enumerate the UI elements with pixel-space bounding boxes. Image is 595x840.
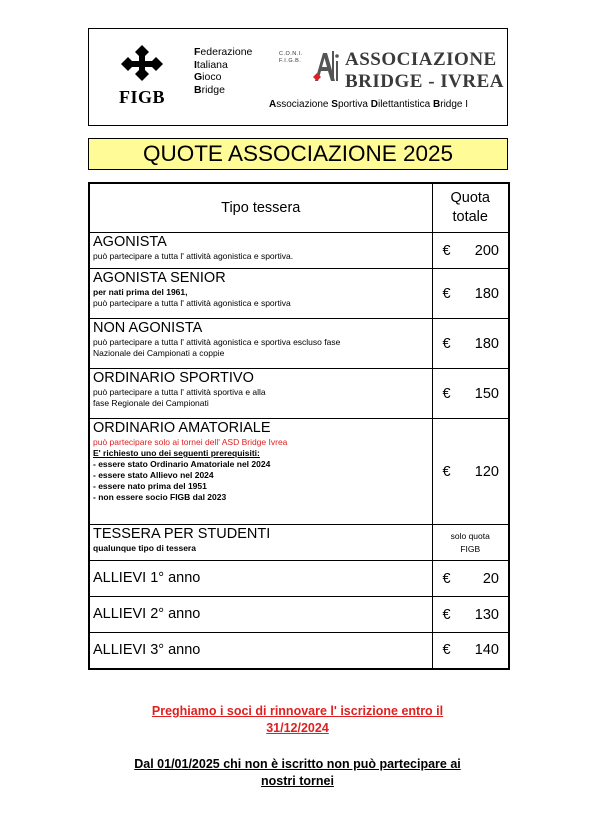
renewal-notice: Preghiamo i soci di rinnovare l' iscrizione entro il 31/12/2024 — [151, 704, 444, 735]
membership-description: Nazionale dei Campionati a coppie — [93, 348, 225, 358]
price-cell — [432, 369, 509, 419]
price-cell — [432, 561, 509, 597]
membership-description: qualunque tipo di tessera — [93, 543, 196, 553]
membership-type-cell — [89, 597, 432, 633]
prerequisite-item: - essere nato prima del 1951 — [93, 481, 207, 491]
membership-type-cell — [89, 269, 432, 319]
membership-description: può partecipare a tutta l' attività agonistica e sportiva — [93, 298, 291, 308]
currency-symbol: € — [442, 285, 451, 302]
letterhead — [88, 28, 508, 126]
currency-symbol: € — [442, 242, 451, 259]
currency-symbol: € — [442, 335, 451, 352]
figb-logo — [105, 43, 179, 113]
federation-name — [194, 46, 252, 96]
prerequisite-item: - essere stato Ordinario Amatoriale nel 2024 — [93, 459, 271, 469]
currency-symbol: € — [442, 642, 451, 659]
membership-name: AGONISTA — [93, 234, 167, 250]
membership-description: può partecipare a tutta l' attività agonistica e sportiva escluso fase — [93, 337, 341, 347]
membership-type-cell — [89, 369, 432, 419]
figb-suits-icon — [119, 43, 165, 89]
currency-symbol: € — [442, 606, 451, 623]
table-row — [89, 319, 509, 369]
price-amount: 130 — [474, 606, 499, 623]
abi-logo-icon — [309, 47, 345, 87]
membership-fees-table — [88, 182, 510, 670]
membership-name: ALLIEVI 2° anno — [93, 606, 201, 622]
membership-name: NON AGONISTA — [93, 320, 203, 336]
table-header-row — [89, 183, 509, 233]
currency-symbol: € — [442, 463, 451, 480]
table-row — [89, 525, 509, 561]
membership-description: può partecipare a tutta l' attività sportiva e alla — [93, 387, 266, 397]
membership-type-cell — [89, 319, 432, 369]
page-title: QUOTE ASSOCIAZIONE 2025 — [88, 138, 508, 170]
price-cell — [432, 233, 509, 269]
membership-type-cell — [89, 561, 432, 597]
table-row — [89, 597, 509, 633]
prerequisite-item: - essere stato Allievo nel 2024 — [93, 470, 214, 480]
price-note-cell: solo quota FIGB — [432, 525, 509, 561]
tournament-warning: Dal 01/01/2025 chi non è iscritto non può partecipare ai nostri tornei — [134, 757, 461, 788]
price-cell — [432, 269, 509, 319]
federation-line: Gioco — [194, 71, 222, 83]
table-row — [89, 269, 509, 319]
membership-name: ORDINARIO SPORTIVO — [93, 370, 254, 386]
federation-line: Federazione — [194, 46, 253, 58]
table-row — [89, 369, 509, 419]
price-amount: 20 — [482, 570, 499, 587]
membership-name: ORDINARIO AMATORIALE — [93, 420, 271, 436]
currency-symbol: € — [442, 570, 451, 587]
membership-name: ALLIEVI 1° anno — [93, 570, 201, 586]
membership-type-cell — [89, 233, 432, 269]
membership-description: può partecipare a tutta l' attività agonistica e sportiva. — [93, 251, 294, 261]
currency-symbol: € — [442, 385, 451, 402]
membership-name: ALLIEVI 3° anno — [93, 641, 201, 658]
column-header-quota: Quota totale — [432, 183, 509, 233]
figb-wordmark: FIGB — [118, 87, 165, 107]
price-amount: 180 — [474, 285, 499, 302]
price-amount: 200 — [474, 242, 499, 259]
membership-type-cell — [89, 419, 432, 525]
membership-description: per nati prima del 1961, — [93, 287, 188, 297]
federation-line: Italiana — [194, 58, 228, 71]
table-row — [89, 233, 509, 269]
price-cell — [432, 319, 509, 369]
price-cell — [432, 419, 509, 525]
membership-description: fase Regionale dei Campionati — [93, 398, 209, 408]
price-cell — [432, 597, 509, 633]
price-amount: 120 — [474, 463, 499, 480]
association-subtitle: Associazione Sportiva Dilettantistica Bridge I — [269, 99, 469, 110]
table-row — [89, 561, 509, 597]
price-cell — [432, 633, 509, 669]
price-amount: 150 — [474, 385, 499, 402]
prerequisite-item: - non essere socio FIGB dal 2023 — [93, 492, 227, 502]
membership-name: AGONISTA SENIOR — [93, 270, 226, 286]
column-header-type: Tipo tessera — [89, 183, 432, 233]
membership-description: può partecipare solo ai tornei dell' ASD Bridge Ivrea — [93, 437, 288, 447]
table-row — [89, 633, 509, 669]
table-row — [89, 419, 509, 525]
federation-line: Bridge — [194, 83, 225, 96]
membership-type-cell — [89, 525, 432, 561]
coni-label: C.O.N.I. F.I.G.B. — [279, 51, 303, 64]
association-name: ASSOCIAZIONE BRIDGE - IVREA — [345, 49, 505, 92]
price-amount: 180 — [474, 335, 499, 352]
price-amount: 140 — [474, 642, 499, 659]
membership-name: TESSERA PER STUDENTI — [93, 526, 271, 542]
prerequisites-heading: E' richiesto uno dei seguenti prerequisiti: — [93, 448, 260, 458]
membership-type-cell — [89, 633, 432, 669]
